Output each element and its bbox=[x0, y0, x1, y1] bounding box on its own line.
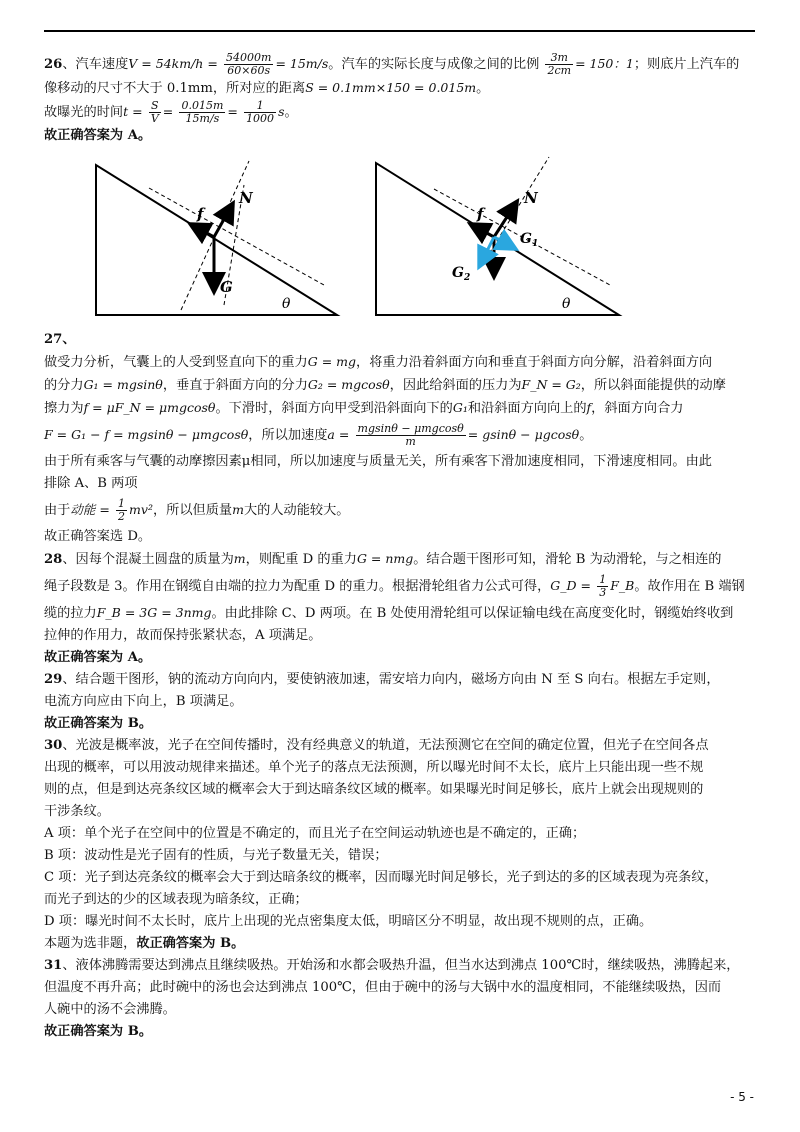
q28-line4: 拉伸的作用力，故而保持张紧状态，A 项满足。 bbox=[44, 628, 322, 643]
q31-line2: 但温度不再升高；此时碗中的汤也会达到沸点 100℃，但由于碗中的汤与大锅中水的温度相同，不能继续吸热，因而 bbox=[44, 980, 722, 995]
q27-line1: 做受力分析，气囊上的人受到竖直向下的重力G = mg，将重力沿着斜面方向和垂直于斜面方向分解，沿着斜面方向 bbox=[44, 354, 713, 370]
q27-line5: 由于所有乘客与气囊的动摩擦因素μ相同，所以加速度与质量无关，所有乘客下滑加速度相同，下滑速度相同。由此 bbox=[44, 454, 712, 469]
q28-answer: 故正确答案为 A。 bbox=[44, 650, 152, 665]
q26-answer: 故正确答案为 A。 bbox=[44, 128, 152, 143]
incline-triangle bbox=[96, 165, 337, 315]
fraction: $\frac{1}{1000}$ bbox=[246, 99, 275, 125]
q30-line2: 出现的概率，可以用波动规律来描述。单个光子的落点无法预测，所以曝光时间不太长，底片上只能出现一些不规 bbox=[44, 760, 704, 775]
q26-line3: 故曝光的时间t = $\frac{S}{V}$ = $\frac{0.015m}{15m/s}$ = $\frac{1}{1000}$ s。 bbox=[44, 99, 298, 125]
label-N: N bbox=[239, 189, 253, 207]
incline-diagram-right bbox=[374, 155, 644, 325]
fraction: $\frac{\text{mgsinθ − μmgcosθ}}{m}$ bbox=[357, 422, 464, 448]
incline-diagram-left bbox=[94, 155, 364, 325]
q27-line2: 的分力G₁ = mgsinθ，垂直于斜面方向的分力G₂ = mgcosθ，因此给斜面的压力为F_N = G₂，所以斜面能提供的动摩 bbox=[44, 377, 726, 393]
fraction: $\frac{3m}{2cm}$ bbox=[547, 51, 572, 77]
q27-line3: 擦力为f = μF_N = μmgcosθ。下滑时，斜面方向甲受到沿斜面向下的G₁和沿斜面方向向上的f，斜面方向合力 bbox=[44, 400, 684, 416]
fraction: $\frac{0.015m}{15m/s}$ bbox=[181, 99, 224, 125]
header-rule bbox=[44, 30, 755, 32]
q28-line3: 缆的拉力F_B = 3G = 3nmg。由此排除 C、D 两项。在 B 处使用滑轮组可以保证输电线在高度变化时，钢缆始终收到 bbox=[44, 605, 734, 621]
label-N: N bbox=[524, 189, 538, 207]
q30-answer-line: 本题为选非题，故正确答案为 B。 bbox=[44, 936, 245, 951]
q30-option-d: D 项：曝光时间不太长时，底片上出现的光点密集度太低，明暗区分不明显，故出现不规则的点，正确。 bbox=[44, 914, 653, 929]
label-f: f bbox=[197, 205, 204, 223]
q30-line4: 干涉条纹。 bbox=[44, 804, 110, 819]
label-G2: $G_2$ bbox=[452, 265, 471, 283]
q30-line1: 30、光波是概率波，光子在空间传播时，没有经典意义的轨道，无法预测它在空间的确定位置，但光子在空间各点 bbox=[44, 738, 709, 753]
q30-line3: 则的点，但是到达亮条纹区域的概率会大于到达暗条纹区域的概率。如果曝光时间足够长，底片上就会出现规则的 bbox=[44, 782, 704, 797]
q31-line1: 31、液体沸腾需要达到沸点且继续吸热。开始汤和水都会吸热升温，但当水达到沸点 100℃时，继续吸热，沸腾起来， bbox=[44, 958, 740, 973]
q31-line3: 人碗中的汤不会沸腾。 bbox=[44, 1002, 176, 1017]
q28-line1: 28、因每个混凝土圆盘的质量为m，则配重 D 的重力G = nmg。结合题干图形可知，滑轮 B 为动滑轮，与之相连的 bbox=[44, 551, 722, 567]
label-theta: θ bbox=[282, 296, 291, 312]
friction-arrow bbox=[192, 225, 214, 237]
page-number: - 5 - bbox=[730, 1090, 754, 1104]
q29-line2: 电流方向应由下向上，B 项满足。 bbox=[44, 694, 243, 709]
q26-line1: 26、汽车速度V = 54km/h = $\frac{54000m}{60\times 60s}$ = 15m/s。汽车的实际长度与成像之间的比例 $\frac{3m}{2cm}$ = 150：1；则底片上汽车的 bbox=[44, 51, 740, 77]
fraction: $\frac{1}{2}$ bbox=[118, 497, 126, 523]
force-diagrams bbox=[44, 155, 756, 325]
q27-line4: F = G₁ − f = mgsinθ − μmgcosθ，所以加速度a = $\frac{\text{mgsinθ − μmgcosθ}}{m}$ = gsinθ − μgcosθ。 bbox=[44, 422, 593, 448]
q27-line7: 由于动能 = $\frac{1}{2}$ mv²，所以但质量m大的人动能较大。 bbox=[44, 497, 350, 523]
friction-arrow bbox=[472, 225, 494, 237]
dashed-line bbox=[482, 157, 549, 265]
dashed-line bbox=[149, 188, 324, 285]
q27-number: 27、 bbox=[44, 332, 76, 347]
fraction: $\frac{54000m}{60\times 60s}$ bbox=[226, 51, 272, 77]
q30-option-c2: 而光子到达的少的区域表现为暗条纹，正确； bbox=[44, 892, 308, 907]
label-theta: θ bbox=[562, 296, 571, 312]
q28-line2: 绳子段数是 3。作用在钢缆自由端的拉力为配重 D 的重力。根据滑轮组省力公式可得，G_D = $\frac{1}{3}$ F_B。故作用在 B 端钢 bbox=[44, 573, 745, 599]
q31-answer: 故正确答案为 B。 bbox=[44, 1024, 153, 1039]
q30-option-a: A 项：单个光子在空间中的位置是不确定的，而且光子在空间运动轨迹也是不确定的，正确； bbox=[44, 826, 586, 841]
component-G2-arrow bbox=[480, 237, 494, 265]
fraction: $\frac{S}{V}$ bbox=[150, 99, 159, 125]
component-G1-arrow bbox=[494, 237, 514, 248]
q29-line1: 29、结合题干图形，钠的流动方向向内，要使钠液加速，需安培力向内，磁场方向由 N 至 S 向右。根据左手定则， bbox=[44, 672, 720, 687]
q29-answer: 故正确答案为 B。 bbox=[44, 716, 153, 731]
q30-option-b: B 项：波动性是光子固有的性质，与光子数量无关，错误； bbox=[44, 848, 388, 863]
label-G: G bbox=[220, 278, 233, 296]
fraction: $\frac{1}{3}$ bbox=[599, 573, 607, 599]
q30-option-c1: C 项：光子到达亮条纹的概率会大于到达暗条纹的概率，因而曝光时间足够长，光子到达的多的区域表现为亮条纹， bbox=[44, 870, 718, 885]
label-f: f bbox=[477, 205, 484, 223]
normal-force-arrow bbox=[494, 203, 516, 237]
q26-line2: 像移动的尺寸不大于 0.1mm，所对应的距离S = 0.1mm×150 = 0.015m。 bbox=[44, 80, 490, 96]
q27-line6: 排除 A、B 两项 bbox=[44, 476, 138, 491]
label-G1: $G_1$ bbox=[520, 231, 539, 249]
solution-page bbox=[44, 36, 756, 1043]
q27-answer: 故正确答案选 D。 bbox=[44, 529, 152, 544]
